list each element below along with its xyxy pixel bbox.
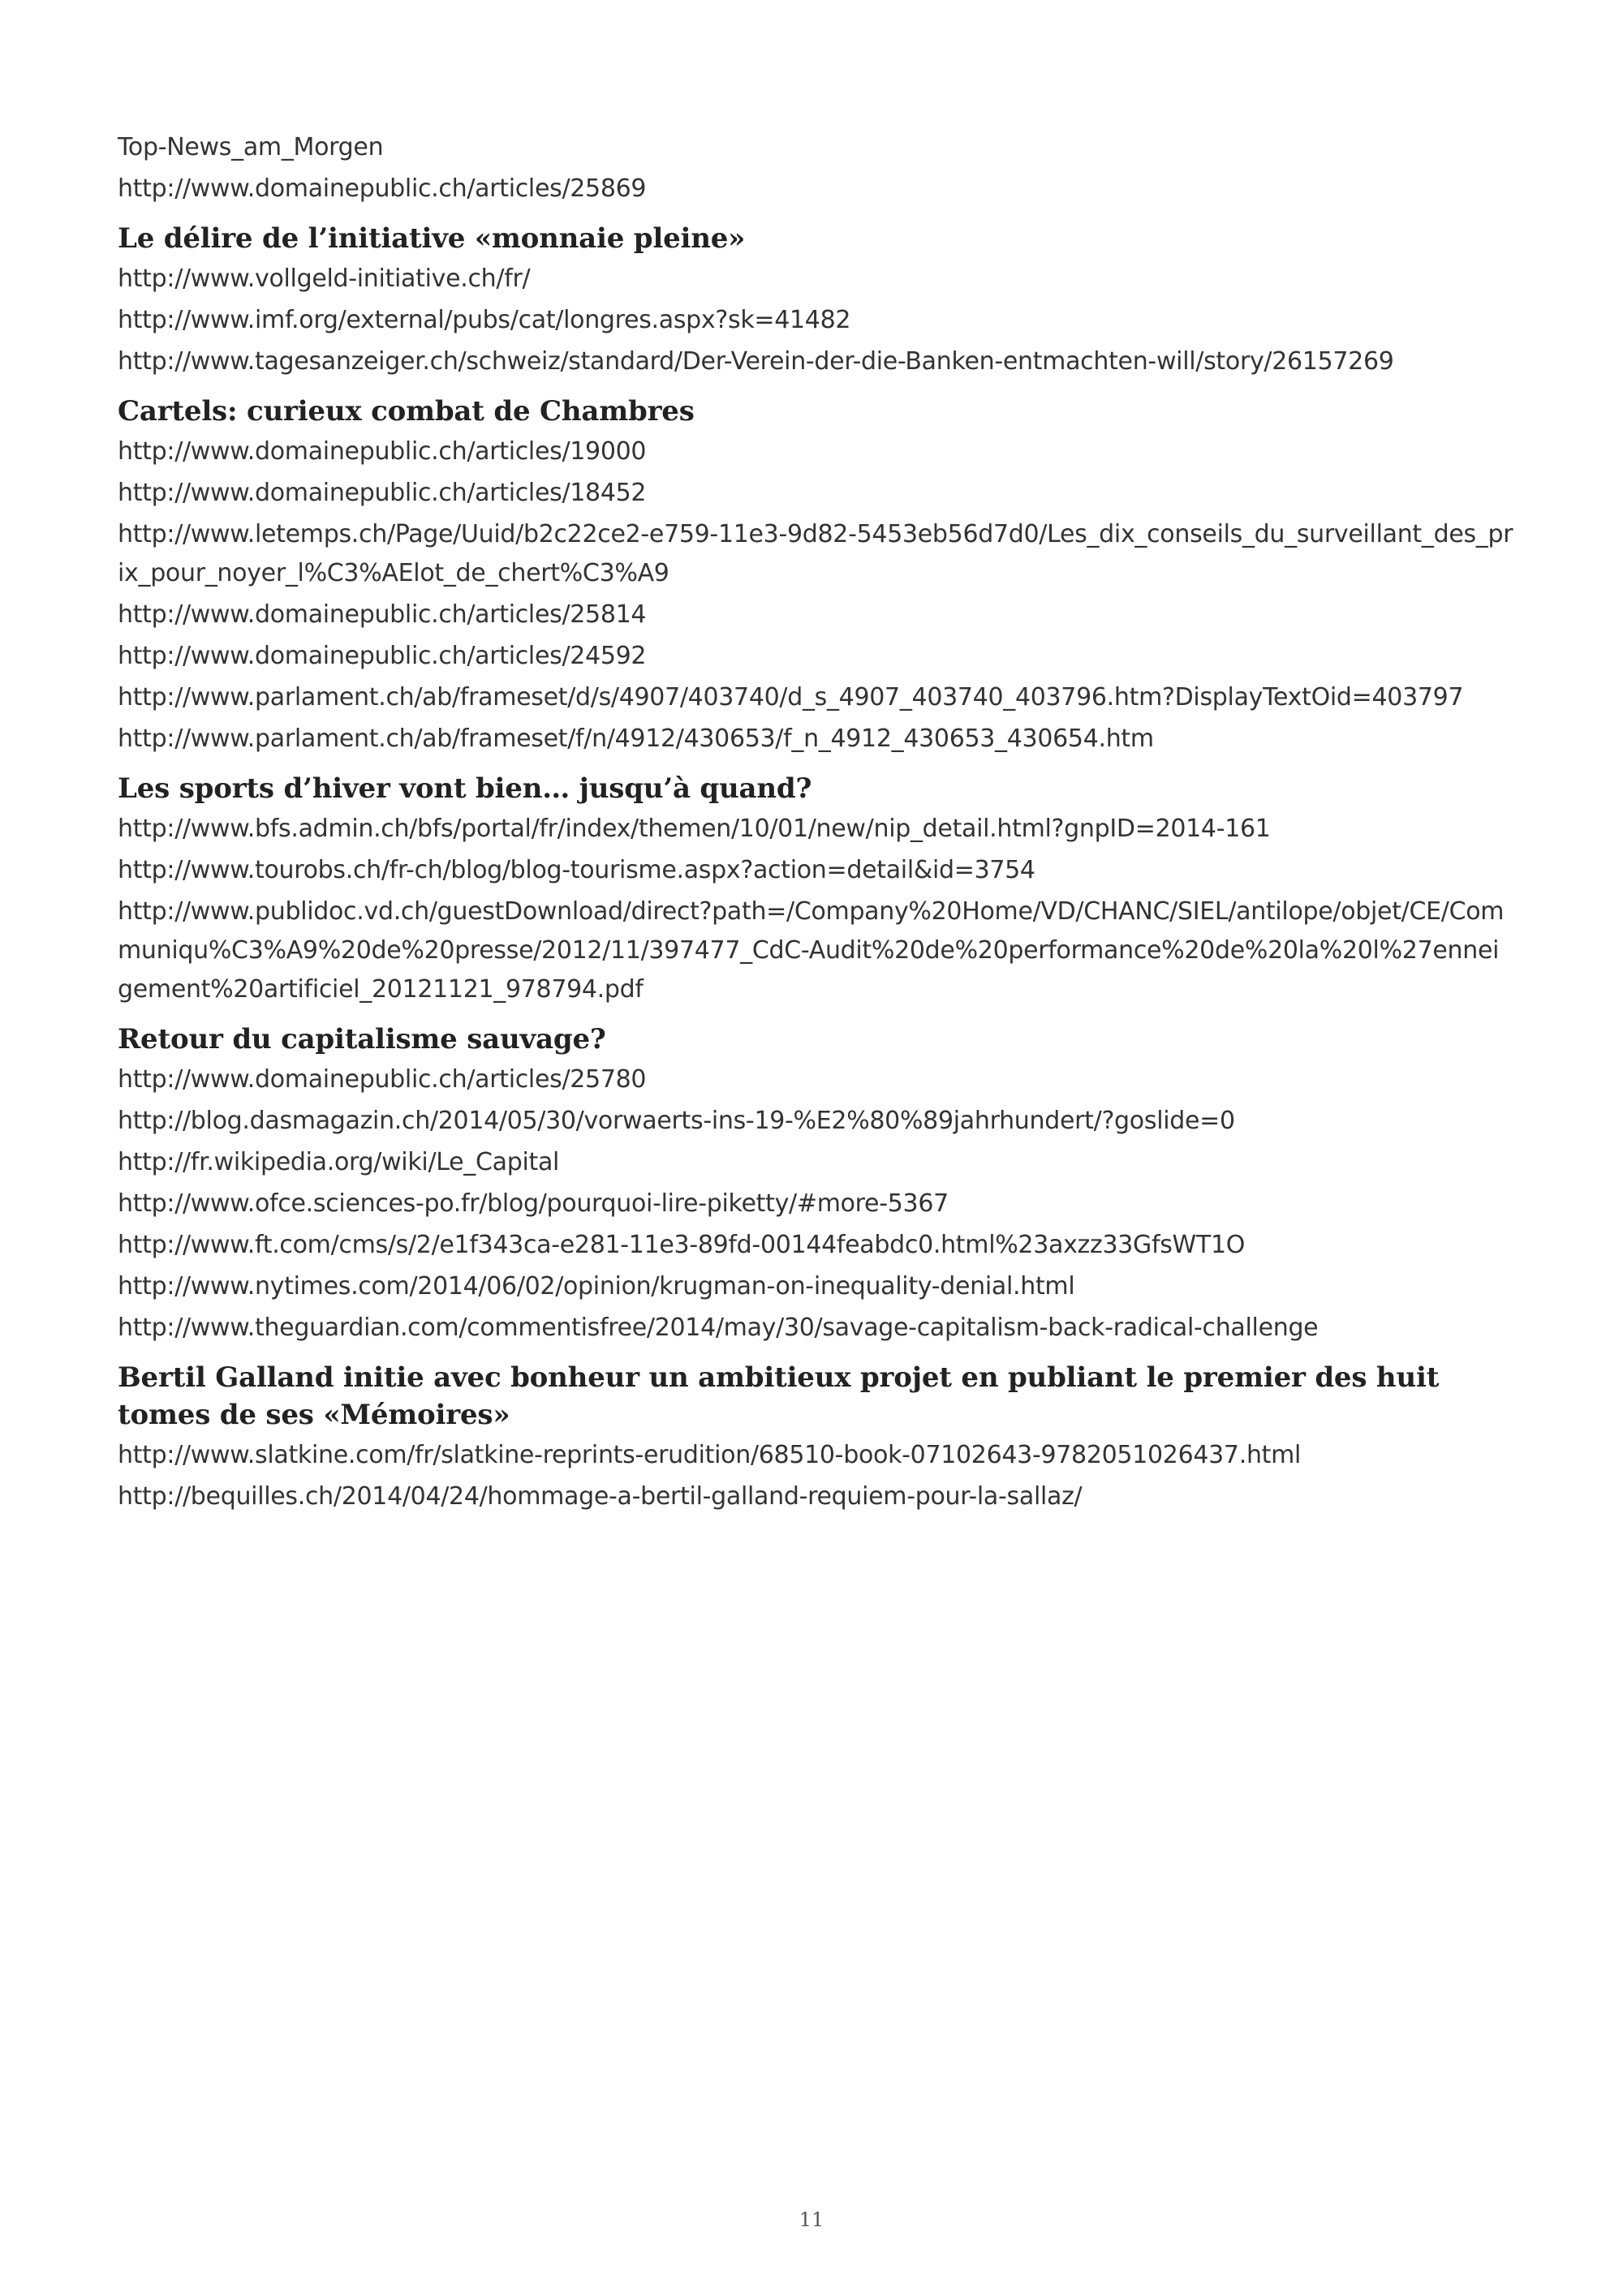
link-item[interactable]: http://www.vollgeld-initiative.ch/fr/ — [118, 264, 531, 293]
link-item[interactable]: http://bequilles.ch/2014/04/24/hommage-a-bertil-galland-requiem-pour-la-sallaz/ — [118, 1482, 1083, 1511]
section-heading: Cartels: curieux combat de Chambres — [118, 395, 695, 428]
link-item[interactable]: http://www.domainepublic.ch/articles/25814 — [118, 600, 647, 629]
section-bertil-galland — [118, 1359, 1513, 1516]
page-number: 11 — [799, 2208, 824, 2231]
link-item[interactable]: http://www.letemps.ch/Page/Uuid/b2c22ce2-e759-11e3-9d82-5453eb56d7d0/Les_dix_conseils_du_surveillant_des_prix_pour_noyer_l%C3%AElot_de_chert%C3%A9 — [118, 520, 1513, 587]
document-page — [118, 128, 1513, 1519]
link-item[interactable]: http://www.ofce.sciences-po.fr/blog/pourquoi-lire-piketty/#more-5367 — [118, 1189, 949, 1218]
link-item[interactable]: http://www.slatkine.com/fr/slatkine-reprints-erudition/68510-book-07102643-9782051026437.html — [118, 1441, 1302, 1469]
link-item[interactable]: http://www.parlament.ch/ab/frameset/d/s/4907/403740/d_s_4907_403740_403796.htm?DisplayTextOid=403797 — [118, 683, 1464, 712]
intro-text: Top-News_am_Morgen — [118, 133, 384, 161]
section-heading: Les sports d’hiver vont bien… jusqu’à quand? — [118, 772, 812, 805]
link-item[interactable]: http://www.publidoc.vd.ch/guestDownload/direct?path=/Company%20Home/VD/CHANC/SIEL/antilope/objet/CE/Communiqu%C3%A9%20de%20presse/2012/11/397477_CdC-Audit%20de%20performance%20de%20la%20l%27enneigement%20artificiel_20121121_978794.pdf — [118, 897, 1505, 1004]
link-item[interactable]: http://fr.wikipedia.org/wiki/Le_Capital — [118, 1148, 560, 1176]
section-cartels — [118, 393, 1513, 759]
link-item[interactable]: http://www.ft.com/cms/s/2/e1f343ca-e281-11e3-89fd-00144feabdc0.html%23axzz33GfsWT1O — [118, 1231, 1246, 1259]
link-item[interactable]: http://www.imf.org/external/pubs/cat/longres.aspx?sk=41482 — [118, 306, 851, 334]
link-item[interactable]: http://www.domainepublic.ch/articles/24592 — [118, 642, 647, 670]
section-heading: Le délire de l’initiative «monnaie pleine» — [118, 222, 746, 255]
section-capitalisme-sauvage — [118, 1021, 1513, 1348]
link-item[interactable]: http://www.domainepublic.ch/articles/18452 — [118, 479, 647, 507]
link-item[interactable]: http://www.nytimes.com/2014/06/02/opinion/krugman-on-inequality-denial.html — [118, 1272, 1075, 1301]
section-heading: Retour du capitalisme sauvage? — [118, 1023, 606, 1056]
intro-link[interactable]: http://www.domainepublic.ch/articles/25869 — [118, 174, 647, 203]
link-item[interactable]: http://www.parlament.ch/ab/frameset/f/n/4912/430653/f_n_4912_430653_430654.htm — [118, 724, 1154, 753]
link-item[interactable]: http://www.domainepublic.ch/articles/19000 — [118, 437, 647, 466]
link-item[interactable]: http://www.domainepublic.ch/articles/25780 — [118, 1065, 647, 1094]
link-item[interactable]: http://www.tourobs.ch/fr-ch/blog/blog-tourisme.aspx?action=detail&id=3754 — [118, 856, 1035, 884]
link-item[interactable]: http://www.theguardian.com/commentisfree/2014/may/30/savage-capitalism-back-radical-challenge — [118, 1314, 1319, 1342]
section-sports-hiver — [118, 770, 1513, 1009]
section-heading: Bertil Galland initie avec bonheur un ambitieux projet en publiant le premier des huit tomes de ses «Mémoires» — [118, 1361, 1440, 1431]
link-item[interactable]: http://www.tagesanzeiger.ch/schweiz/standard/Der-Verein-der-die-Banken-entmachten-will/story/26157269 — [118, 347, 1394, 376]
link-item[interactable]: http://blog.dasmagazin.ch/2014/05/30/vorwaerts-ins-19-%E2%80%89jahrhundert/?goslide=0 — [118, 1107, 1235, 1135]
section-monnaie-pleine — [118, 220, 1513, 381]
link-item[interactable]: http://www.bfs.admin.ch/bfs/portal/fr/index/themen/10/01/new/nip_detail.html?gnpID=2014-161 — [118, 815, 1271, 843]
